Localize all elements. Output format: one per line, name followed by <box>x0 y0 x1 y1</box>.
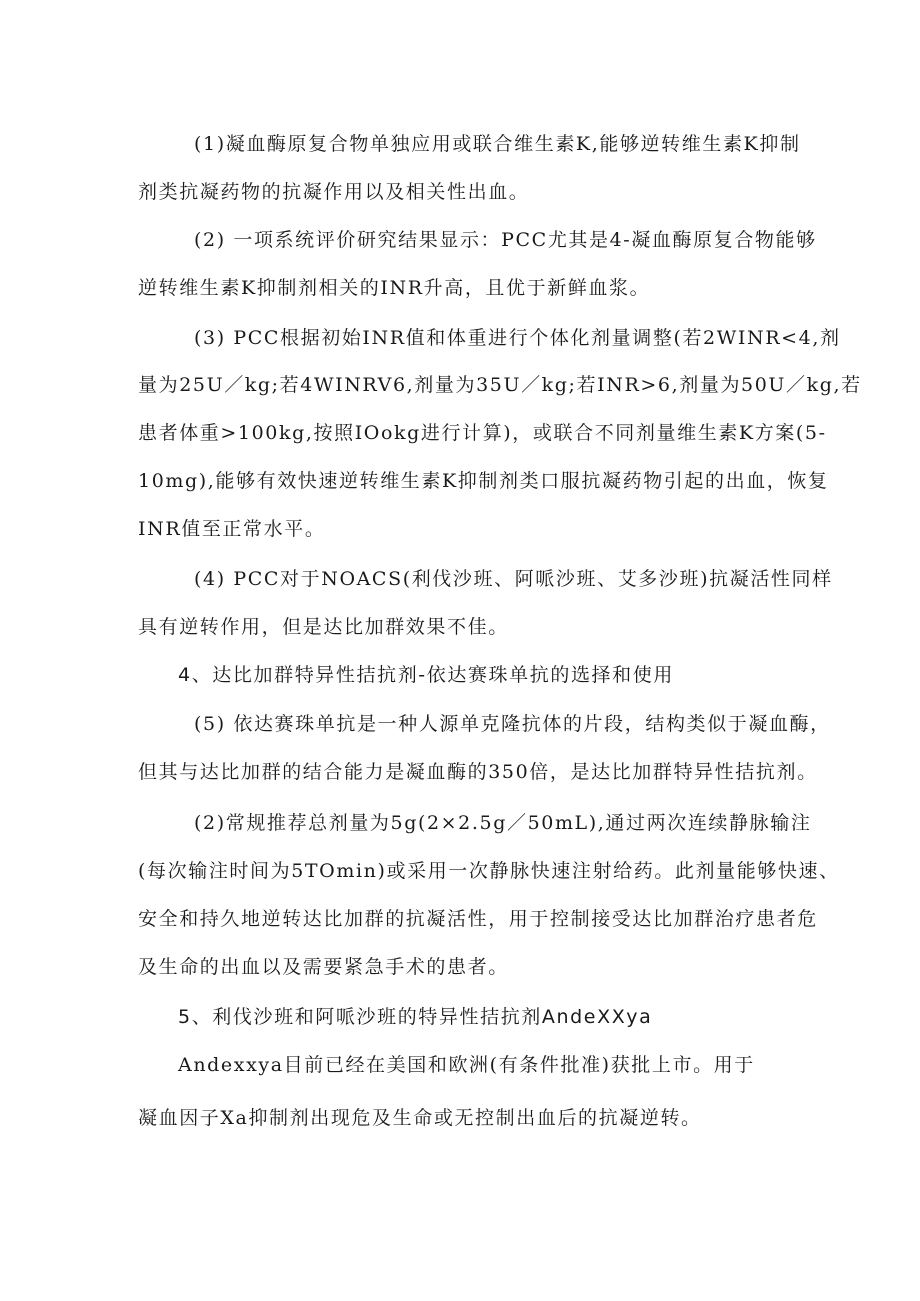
paragraph-6-line-3: 安全和持久地逆转达比加群的抗凝活性，用于控制接受达比加群治疗患者危 <box>138 908 818 930</box>
paragraph-2-line-1: (2) 一项系统评价研究结果显示：PCC尤其是4-凝血酶原复合物能够 <box>194 229 817 251</box>
paragraph-3-line-1: (3) PCC根据初始INR值和体重进行个体化剂量调整(若2WINR<4,剂 <box>194 327 841 349</box>
paragraph-5-line-1: (5) 依达赛珠单抗是一种人源单克隆抗体的片段，结构类似于凝血酶， <box>194 713 831 735</box>
paragraph-4-line-1: (4) PCC对于NOACS(利伐沙班、阿哌沙班、艾多沙班)抗凝活性同样 <box>194 568 833 590</box>
paragraph-3-line-2: 量为25U／kg;若4WINRV6,剂量为35U／kg;若INR>6,剂量为50U／kg,若 <box>138 374 862 396</box>
paragraph-7-line-1: Andexxya目前已经在美国和欧洲(有条件批准)获批上市。用于 <box>178 1054 755 1076</box>
paragraph-6-line-2: (每次输注时间为5TOmin)或采用一次静脉快速注射给药。此剂量能够快速、 <box>138 860 840 882</box>
paragraph-1-line-2: 剂类抗凝药物的抗凝作用以及相关性出血。 <box>138 181 530 203</box>
paragraph-6-line-1: (2)常规推荐总剂量为5g(2×2.5g／50mL),通过两次连续静脉输注 <box>194 812 812 834</box>
paragraph-3-line-4: 10mg),能够有效快速逆转维生素K抑制剂类口服抗凝药物引起的出血，恢复 <box>138 470 829 492</box>
paragraph-4-line-2: 具有逆转作用，但是达比加群效果不佳。 <box>138 616 509 638</box>
paragraph-2-line-2: 逆转维生素K抑制剂相关的INR升高，且优于新鲜血浆。 <box>138 277 651 299</box>
section-heading-5: 5、利伐沙班和阿哌沙班的特异性拮抗剂AndeXXya <box>178 1006 653 1028</box>
paragraph-3-line-3: 患者体重>100kg,按照IOokg进行计算)，或联合不同剂量维生素K方案(5- <box>138 422 827 444</box>
paragraph-6-line-4: 及生命的出血以及需要紧急手术的患者。 <box>138 956 509 978</box>
paragraph-1-line-1: (1)凝血酶原复合物单独应用或联合维生素K,能够逆转维生素K抑制 <box>194 133 801 155</box>
paragraph-5-line-2: 但其与达比加群的结合能力是凝血酶的350倍，是达比加群特异性拮抗剂。 <box>138 761 818 783</box>
paragraph-3-line-5: INR值至正常水平。 <box>138 518 326 540</box>
section-heading-4: 4、达比加群特异性拮抗剂-依达赛珠单抗的选择和使用 <box>178 664 674 686</box>
paragraph-7-line-2: 凝血因子Xa抑制剂出现危及生命或无控制出血后的抗凝逆转。 <box>138 1107 702 1129</box>
